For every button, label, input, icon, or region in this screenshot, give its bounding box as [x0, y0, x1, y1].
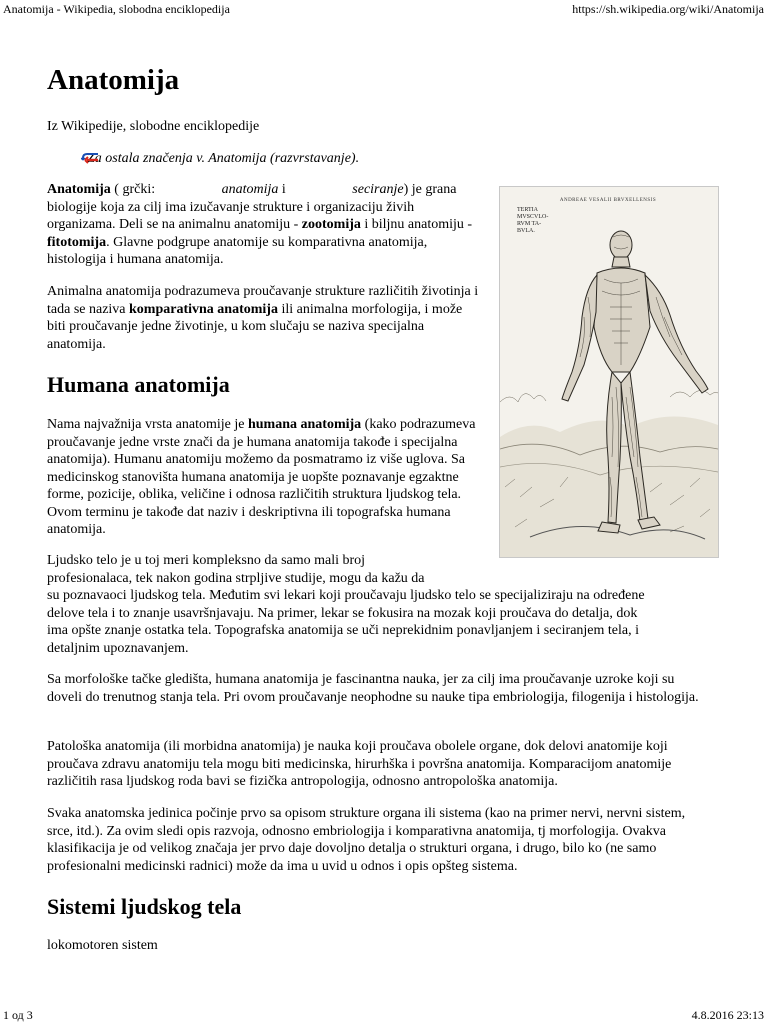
classification-paragraph: Svaka anatomska jedinica počinje prvo sa opisom strukture organa ili sistema (kao na primer nervi, nervni sistem, srce, itd.). Za ovim sledi opis razvoja, odnosno embriologija i komparativna anatomija, tj morfologija. Ovakva klasifikacija je od velikog značaja jer prvo daje dovoljno detalja o strukturi organa, i drugo, bilo ko (ne samo profesionalni medicinski radnici) može da ima u uvid u odnos i opis opšteg sistema. — [47, 806, 686, 874]
muscle-man-engraving — [500, 187, 718, 557]
article-title: Anatomija — [47, 64, 180, 96]
print-footer-datetime: 4.8.2016 23:13 — [691, 1008, 764, 1022]
hatnote-text: Za ostala značenja v. Anatomija (razvrstavanje). — [87, 151, 360, 166]
complexity-paragraph: Ljudsko telo je u toj meri kompleksno da samo mali broj profesionalaca, tek nakon godina strpljive studije, mogu da kažu da su poznavaoci ljudskog tela. Međutim svi lekari koji proučavaju ljudsko telo se specijaliziraju na određene delove tela i to znanje usavršnjavaju. Na primer, lekar se fokusira na mozak koji proučava do detalja, dok ima opšte znanje ostatka tela. Topografska anatomija se uči neprekidnim ponavljanjem i seciranjem tela, i detaljnim upoznavanjem. — [47, 553, 645, 656]
print-footer-page-count: 1 од 3 — [3, 1008, 33, 1022]
svg-text:MVSCVLO-: MVSCVLO- — [517, 214, 549, 220]
pathology-paragraph: Patološka anatomija (ili morbidna anatomija) je nauka koji proučava obolele organe, dok delovi anatomije koji proučava zdravu anatomiju tela mogu biti medicinska, hirurhška i površna anatomija. Komparacijom anatomije različitih rasa ljudskog roda bavi se fizička antropologija, odnosno antropološka anatomija. — [47, 739, 672, 789]
term-zootomija: zootomija — [301, 217, 361, 232]
disambiguation-icon — [81, 151, 99, 167]
engraving-inscription-top: ANDREAE VESALII BRVXELLENSIS — [559, 198, 657, 203]
term-komparativna-anatomija: komparativna anatomija — [129, 301, 278, 317]
svg-text:BVLA.: BVLA. — [517, 228, 535, 234]
human-anatomy-paragraph: Nama najvažnija vrsta anatomije je humana anatomija (kako podrazumeva proučavanje jedne vrste znači da je humana anatomija takođe i specijalna anatomija). Humanu anatomiju možemo da posmatramo iz više uglova. Sa medicinskog stanovišta humana anatomija je uopšte poznavanje egzaktne forme, pozicije, oblika, veličine i odnosa različitih struktura ljudskog tela. Ovom terminu je takođe dat naziv i deskriptivna ili topografska humana anatomija. — [47, 417, 476, 537]
intro-paragraph: Anatomija ( grčki: anatomija i seciranje) je grana biologije koja za cilj ima izučavanje strukture i organizaciju živih organizama. Deli se na animalnu anatomiju - zootomija i biljnu anatomiju - fitotomija. Glavne podgrupe anatomije su komparativna anatomija, histologija i humana anatomija. — [47, 182, 473, 267]
svg-text:RVM TA-: RVM TA- — [517, 221, 542, 227]
section-heading-sistemi: Sistemi ljudskog tela — [47, 894, 242, 919]
locomotor-system-item: lokomotoren sistem — [47, 938, 158, 953]
morphology-paragraph: Sa morfološke tačke gledišta, humana anatomija je fascinantna nauka, jer za cilj ima proučavanje uzroke koji su doveli do trenutnog stanja tela. Pri ovom proučavanje neophodne su nauke tipa embriologija, filogenija i histologija. — [47, 672, 699, 705]
print-header-title: Anatomija - Wikipedia, slobodna enciklopedija — [3, 2, 230, 16]
anatomy-figure[interactable] — [499, 186, 719, 558]
disambiguation-hatnote[interactable] — [87, 150, 359, 168]
svg-text:TERTIA: TERTIA — [517, 207, 538, 213]
term-fitotomija: fitotomija — [47, 234, 107, 250]
greek-seciranje: seciranje — [352, 182, 404, 197]
term-humana-anatomija: humana anatomija — [247, 417, 362, 432]
term-anatomija: Anatomija — [47, 182, 111, 197]
section-heading-humana-anatomija: Humana anatomija — [47, 372, 230, 397]
greek-anatomija: anatomija — [221, 182, 279, 197]
animal-anatomy-paragraph: Animalna anatomija podrazumeva proučavanje strukture različitih životinja i tada se naziva komparativna anatomija ili animalna morfologija, i može biti proučavanje jedne životinje, u kom slučaju se naziva specijalna anatomija. — [47, 284, 479, 352]
article-tagline: Iz Wikipedije, slobodne enciklopedije — [47, 119, 260, 134]
print-header-url: https://sh.wikipedia.org/wiki/Anatomija — [572, 2, 764, 16]
